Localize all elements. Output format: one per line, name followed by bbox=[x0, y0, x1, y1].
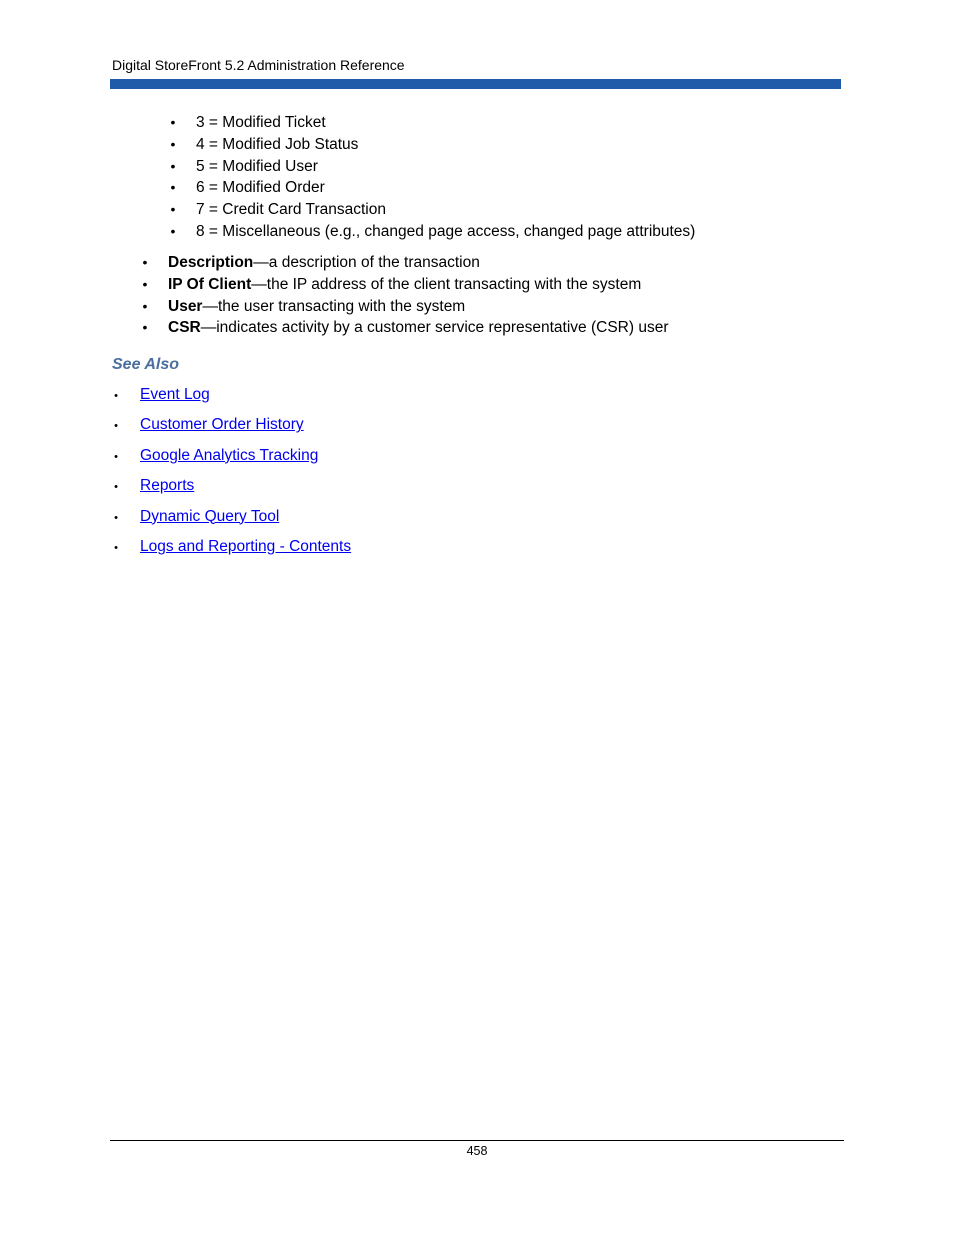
field-term: Description bbox=[168, 254, 254, 271]
bullet-icon: • bbox=[170, 114, 176, 130]
bullet-icon: • bbox=[142, 275, 148, 292]
list-item bbox=[112, 414, 351, 444]
transaction-type-list bbox=[168, 112, 695, 243]
list-item bbox=[112, 475, 351, 505]
list-item bbox=[140, 317, 668, 339]
field-term: User bbox=[168, 297, 203, 315]
list-item bbox=[168, 177, 695, 199]
list-item bbox=[112, 384, 351, 414]
document-header-title: Digital StoreFront 5.2 Administration Reference bbox=[112, 57, 405, 73]
bullet-icon: • bbox=[142, 254, 148, 270]
list-item-text: 5 = Modified User bbox=[196, 157, 318, 175]
field-description: —a description of the transaction bbox=[253, 254, 480, 271]
field-definition-list bbox=[140, 252, 668, 339]
bullet-icon: • bbox=[142, 319, 148, 336]
list-item bbox=[112, 536, 351, 566]
field-description: —the user transacting with the system bbox=[202, 297, 466, 315]
list-item-text: 7 = Credit Card Transaction bbox=[196, 201, 386, 219]
link-customer-order-history[interactable]: Customer Order History bbox=[140, 416, 304, 434]
link-reports[interactable]: Reports bbox=[140, 477, 195, 495]
bullet-icon: • bbox=[142, 297, 148, 314]
list-item bbox=[168, 112, 695, 134]
bullet-icon: • bbox=[114, 511, 118, 524]
header-bar bbox=[110, 79, 841, 89]
field-term: CSR bbox=[168, 319, 201, 337]
list-item bbox=[168, 221, 695, 243]
footer-rule bbox=[110, 1140, 844, 1141]
bullet-icon: • bbox=[114, 481, 118, 494]
field-term: IP Of Client bbox=[168, 275, 252, 293]
field-description: —the IP address of the client transacting with the system bbox=[251, 275, 642, 293]
list-item bbox=[168, 134, 695, 156]
link-google-analytics-tracking[interactable]: Google Analytics Tracking bbox=[140, 446, 319, 464]
bullet-icon: • bbox=[170, 135, 176, 152]
list-item-text: 4 = Modified Job Status bbox=[196, 135, 359, 153]
bullet-icon: • bbox=[114, 420, 118, 433]
list-item bbox=[168, 199, 695, 221]
field-description: —indicates activity by a customer service representative (CSR) user bbox=[200, 319, 669, 337]
bullet-icon: • bbox=[114, 390, 118, 402]
see-also-heading: See Also bbox=[112, 356, 179, 373]
bullet-icon: • bbox=[170, 201, 176, 218]
link-dynamic-query-tool[interactable]: Dynamic Query Tool bbox=[140, 507, 280, 525]
bullet-icon: • bbox=[114, 450, 118, 463]
list-item bbox=[140, 252, 668, 274]
list-item bbox=[168, 156, 695, 178]
bullet-icon: • bbox=[170, 157, 176, 174]
bullet-icon: • bbox=[170, 222, 176, 239]
list-item-text: 3 = Modified Ticket bbox=[196, 114, 326, 131]
list-item bbox=[140, 296, 668, 318]
list-item-text: 8 = Miscellaneous (e.g., changed page access, changed page attributes) bbox=[196, 222, 696, 240]
link-logs-and-reporting-contents[interactable]: Logs and Reporting - Contents bbox=[140, 537, 352, 555]
list-item bbox=[112, 506, 351, 536]
bullet-icon: • bbox=[170, 179, 176, 196]
list-item bbox=[140, 274, 668, 296]
list-item-text: 6 = Modified Order bbox=[196, 179, 325, 197]
link-event-log[interactable]: Event Log bbox=[140, 386, 210, 403]
see-also-list bbox=[112, 384, 351, 566]
bullet-icon: • bbox=[114, 541, 118, 554]
list-item bbox=[112, 445, 351, 475]
page-number: 458 bbox=[466, 1144, 488, 1158]
